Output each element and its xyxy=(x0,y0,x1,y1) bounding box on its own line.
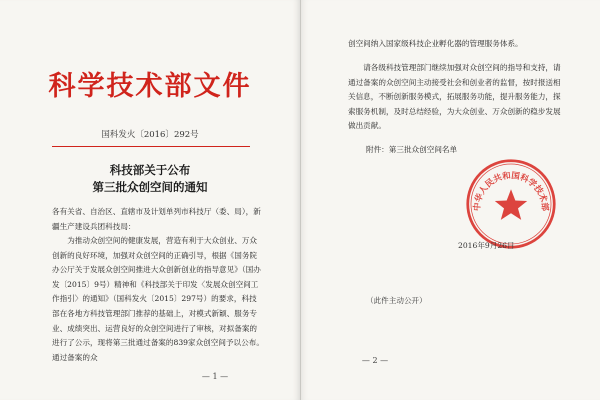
body-paragraph-2: 请各级科技管理部门继续加强对众创空间的指导和支持，请通过备案的众创空间主动接受社会和创业者的监督，按时报送相关信息，不断创新服务模式，拓展服务功能，提升服务能力，探索服务机制，及时总结经验，为大众创业、万众创新的稳步发展做出贡献。 xyxy=(348,63,561,131)
sign-date: 2016年9月26日 xyxy=(458,241,515,250)
header-red-rule xyxy=(52,146,250,147)
addressees: 各有关省、自治区、直辖市及计划单列市科技厅（委、局），新疆生产建设兵团科技局： xyxy=(52,207,261,231)
page-number-1: — 1 — xyxy=(201,372,229,381)
body-continuation: 创空间纳入国家级科技企业孵化器的管理服务体系。 xyxy=(348,39,523,48)
page-number-2: — 2 — xyxy=(361,356,389,365)
notice-title-line2: 第三批众创空间的通知 xyxy=(92,180,208,194)
document-header: 科学技术部文件 xyxy=(48,71,252,102)
document-number: 国科发火〔2016〕292号 xyxy=(101,130,199,140)
public-release-note: （此件主动公开） xyxy=(366,296,427,305)
body-paragraph-1: 为推动众创空间的健康发展，营造有利于大众创业、万众创新的良好环境，加强对众创空间的正确引导，根据《国务院办公厅关于发展众创空间推进大众创新创业的指导意见》（国办发〔2015〕9号）精神和《科技部关于印发〈发展众创空间工作指引〉的通知》（国科发火〔2015〕297号）的要求，科技部在各地方科技管理部门推荐的基础上，对模式新颖、服务专业、成绩突出、运营良好的众创空间进行了审核，对拟备案的进行了公示，现将第三批通过备案的839家众创空间予以公布。通过备案的众 xyxy=(52,236,264,362)
seal-text: 中华人民共和国科学技术部 xyxy=(471,170,551,212)
attachment-note: 附件：第三批众创空间名单 xyxy=(366,145,458,154)
notice-title-line1: 科技部关于公布 xyxy=(109,163,191,177)
official-seal-icon xyxy=(465,158,557,250)
